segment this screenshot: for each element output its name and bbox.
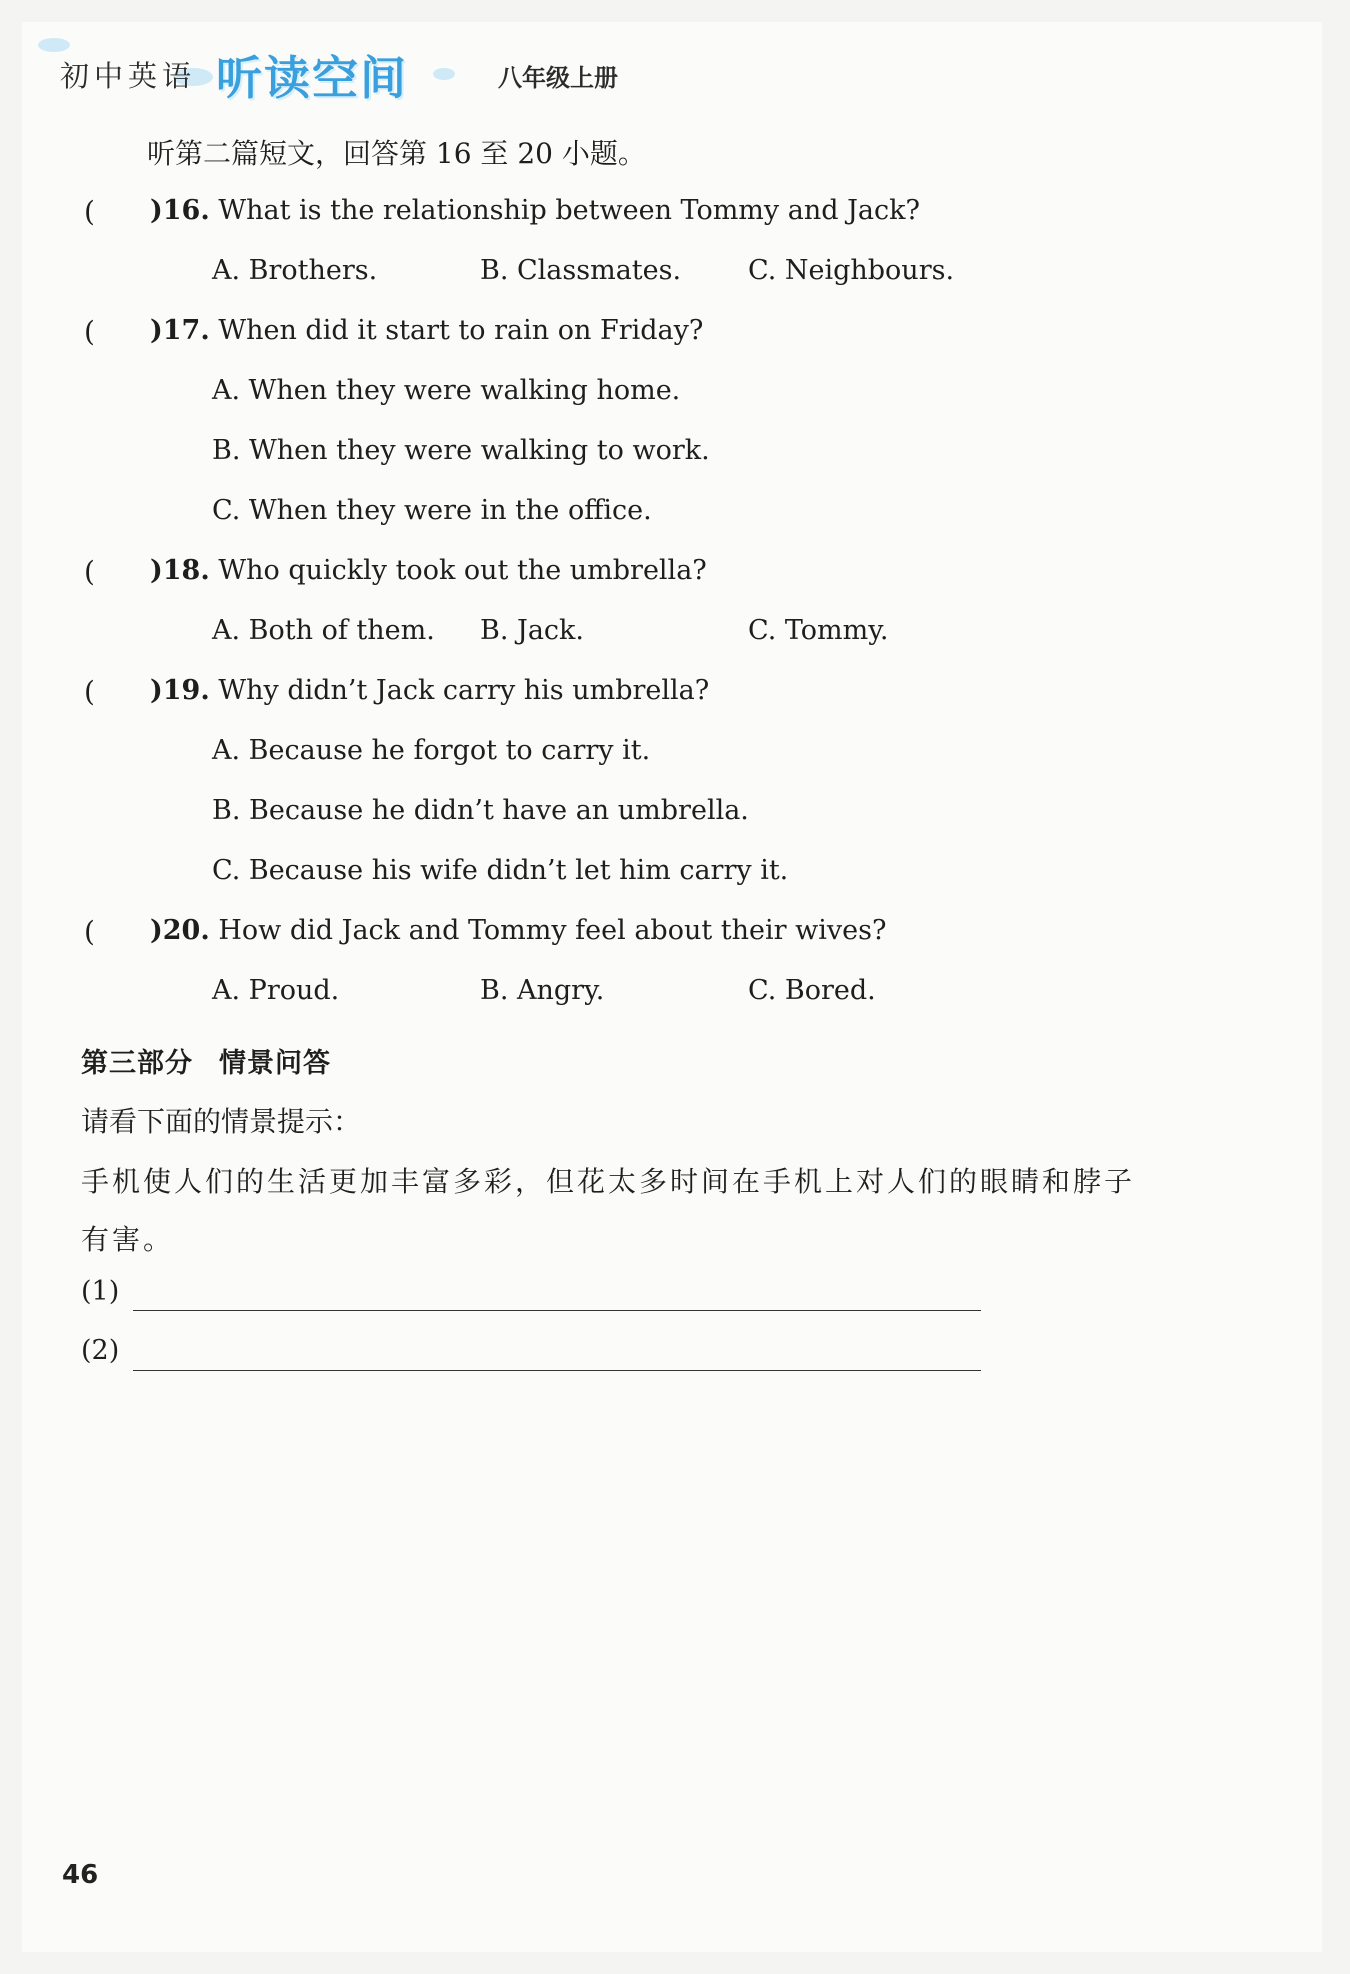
question-text: Who quickly took out the umbrella? bbox=[218, 555, 707, 586]
question-number: )18. bbox=[150, 555, 210, 586]
answer-blank[interactable]: ( bbox=[84, 915, 95, 948]
answer-label-2: (2) bbox=[81, 1335, 120, 1366]
option-b[interactable]: B. Jack. bbox=[480, 615, 584, 646]
question-line bbox=[150, 555, 707, 586]
grade-label: 八年级上册 bbox=[498, 64, 618, 92]
question-line bbox=[150, 315, 703, 346]
option-c[interactable]: C. Bored. bbox=[748, 975, 876, 1006]
option-a[interactable]: A. Brothers. bbox=[212, 255, 378, 286]
option-c[interactable]: C. When they were in the office. bbox=[212, 495, 652, 526]
question-text: How did Jack and Tommy feel about their wives? bbox=[218, 915, 887, 946]
page-number: 46 bbox=[62, 1860, 99, 1890]
series-title: 初中英语 bbox=[60, 59, 197, 93]
option-b[interactable]: B. Angry. bbox=[480, 975, 605, 1006]
scenario-text-line-2: 有害。 bbox=[81, 1223, 175, 1256]
question-number: )19. bbox=[150, 675, 210, 706]
question-text: Why didn’t Jack carry his umbrella? bbox=[218, 675, 710, 706]
option-a[interactable]: A. Because he forgot to carry it. bbox=[212, 735, 651, 766]
answer-line-2[interactable] bbox=[133, 1370, 981, 1371]
brand-logo-text: 听读空间 bbox=[216, 51, 408, 105]
question-line bbox=[150, 915, 886, 946]
question-number: )16. bbox=[150, 195, 210, 226]
question-text: When did it start to rain on Friday? bbox=[218, 315, 704, 346]
cloud-decoration bbox=[38, 38, 70, 52]
page-header bbox=[38, 28, 938, 118]
section-part: 第三部分 bbox=[81, 1048, 193, 1079]
question-number: )17. bbox=[150, 315, 210, 346]
option-b[interactable]: B. Because he didn’t have an umbrella. bbox=[212, 795, 749, 826]
option-b[interactable]: B. When they were walking to work. bbox=[212, 435, 710, 466]
question-line bbox=[150, 195, 920, 226]
answer-blank[interactable]: ( bbox=[84, 555, 95, 588]
scenario-prompt: 请看下面的情景提示： bbox=[81, 1105, 362, 1138]
cloud-decoration bbox=[433, 68, 455, 80]
answer-blank[interactable]: ( bbox=[84, 195, 95, 228]
section-heading bbox=[81, 1041, 331, 1080]
option-c[interactable]: C. Neighbours. bbox=[748, 255, 955, 286]
scenario-text-line-1: 手机使人们的生活更加丰富多彩，但花太多时间在手机上对人们的眼睛和脖子 bbox=[81, 1165, 1136, 1198]
option-a[interactable]: A. When they were walking home. bbox=[212, 375, 681, 406]
option-c[interactable]: C. Because his wife didn’t let him carry it. bbox=[212, 855, 789, 886]
question-number: )20. bbox=[150, 915, 210, 946]
question-line bbox=[150, 675, 709, 706]
answer-label-1: (1) bbox=[81, 1276, 120, 1307]
section-title: 情景问答 bbox=[219, 1048, 331, 1079]
option-a[interactable]: A. Both of them. bbox=[212, 615, 435, 646]
option-b[interactable]: B. Classmates. bbox=[480, 255, 682, 286]
answer-blank[interactable]: ( bbox=[84, 315, 95, 348]
option-c[interactable]: C. Tommy. bbox=[748, 615, 889, 646]
answer-blank[interactable]: ( bbox=[84, 675, 95, 708]
listening-intro: 听第二篇短文，回答第 16 至 20 小题。 bbox=[147, 137, 646, 170]
question-text: What is the relationship between Tommy and Jack? bbox=[218, 195, 920, 226]
option-a[interactable]: A. Proud. bbox=[212, 975, 340, 1006]
answer-line-1[interactable] bbox=[133, 1310, 981, 1311]
